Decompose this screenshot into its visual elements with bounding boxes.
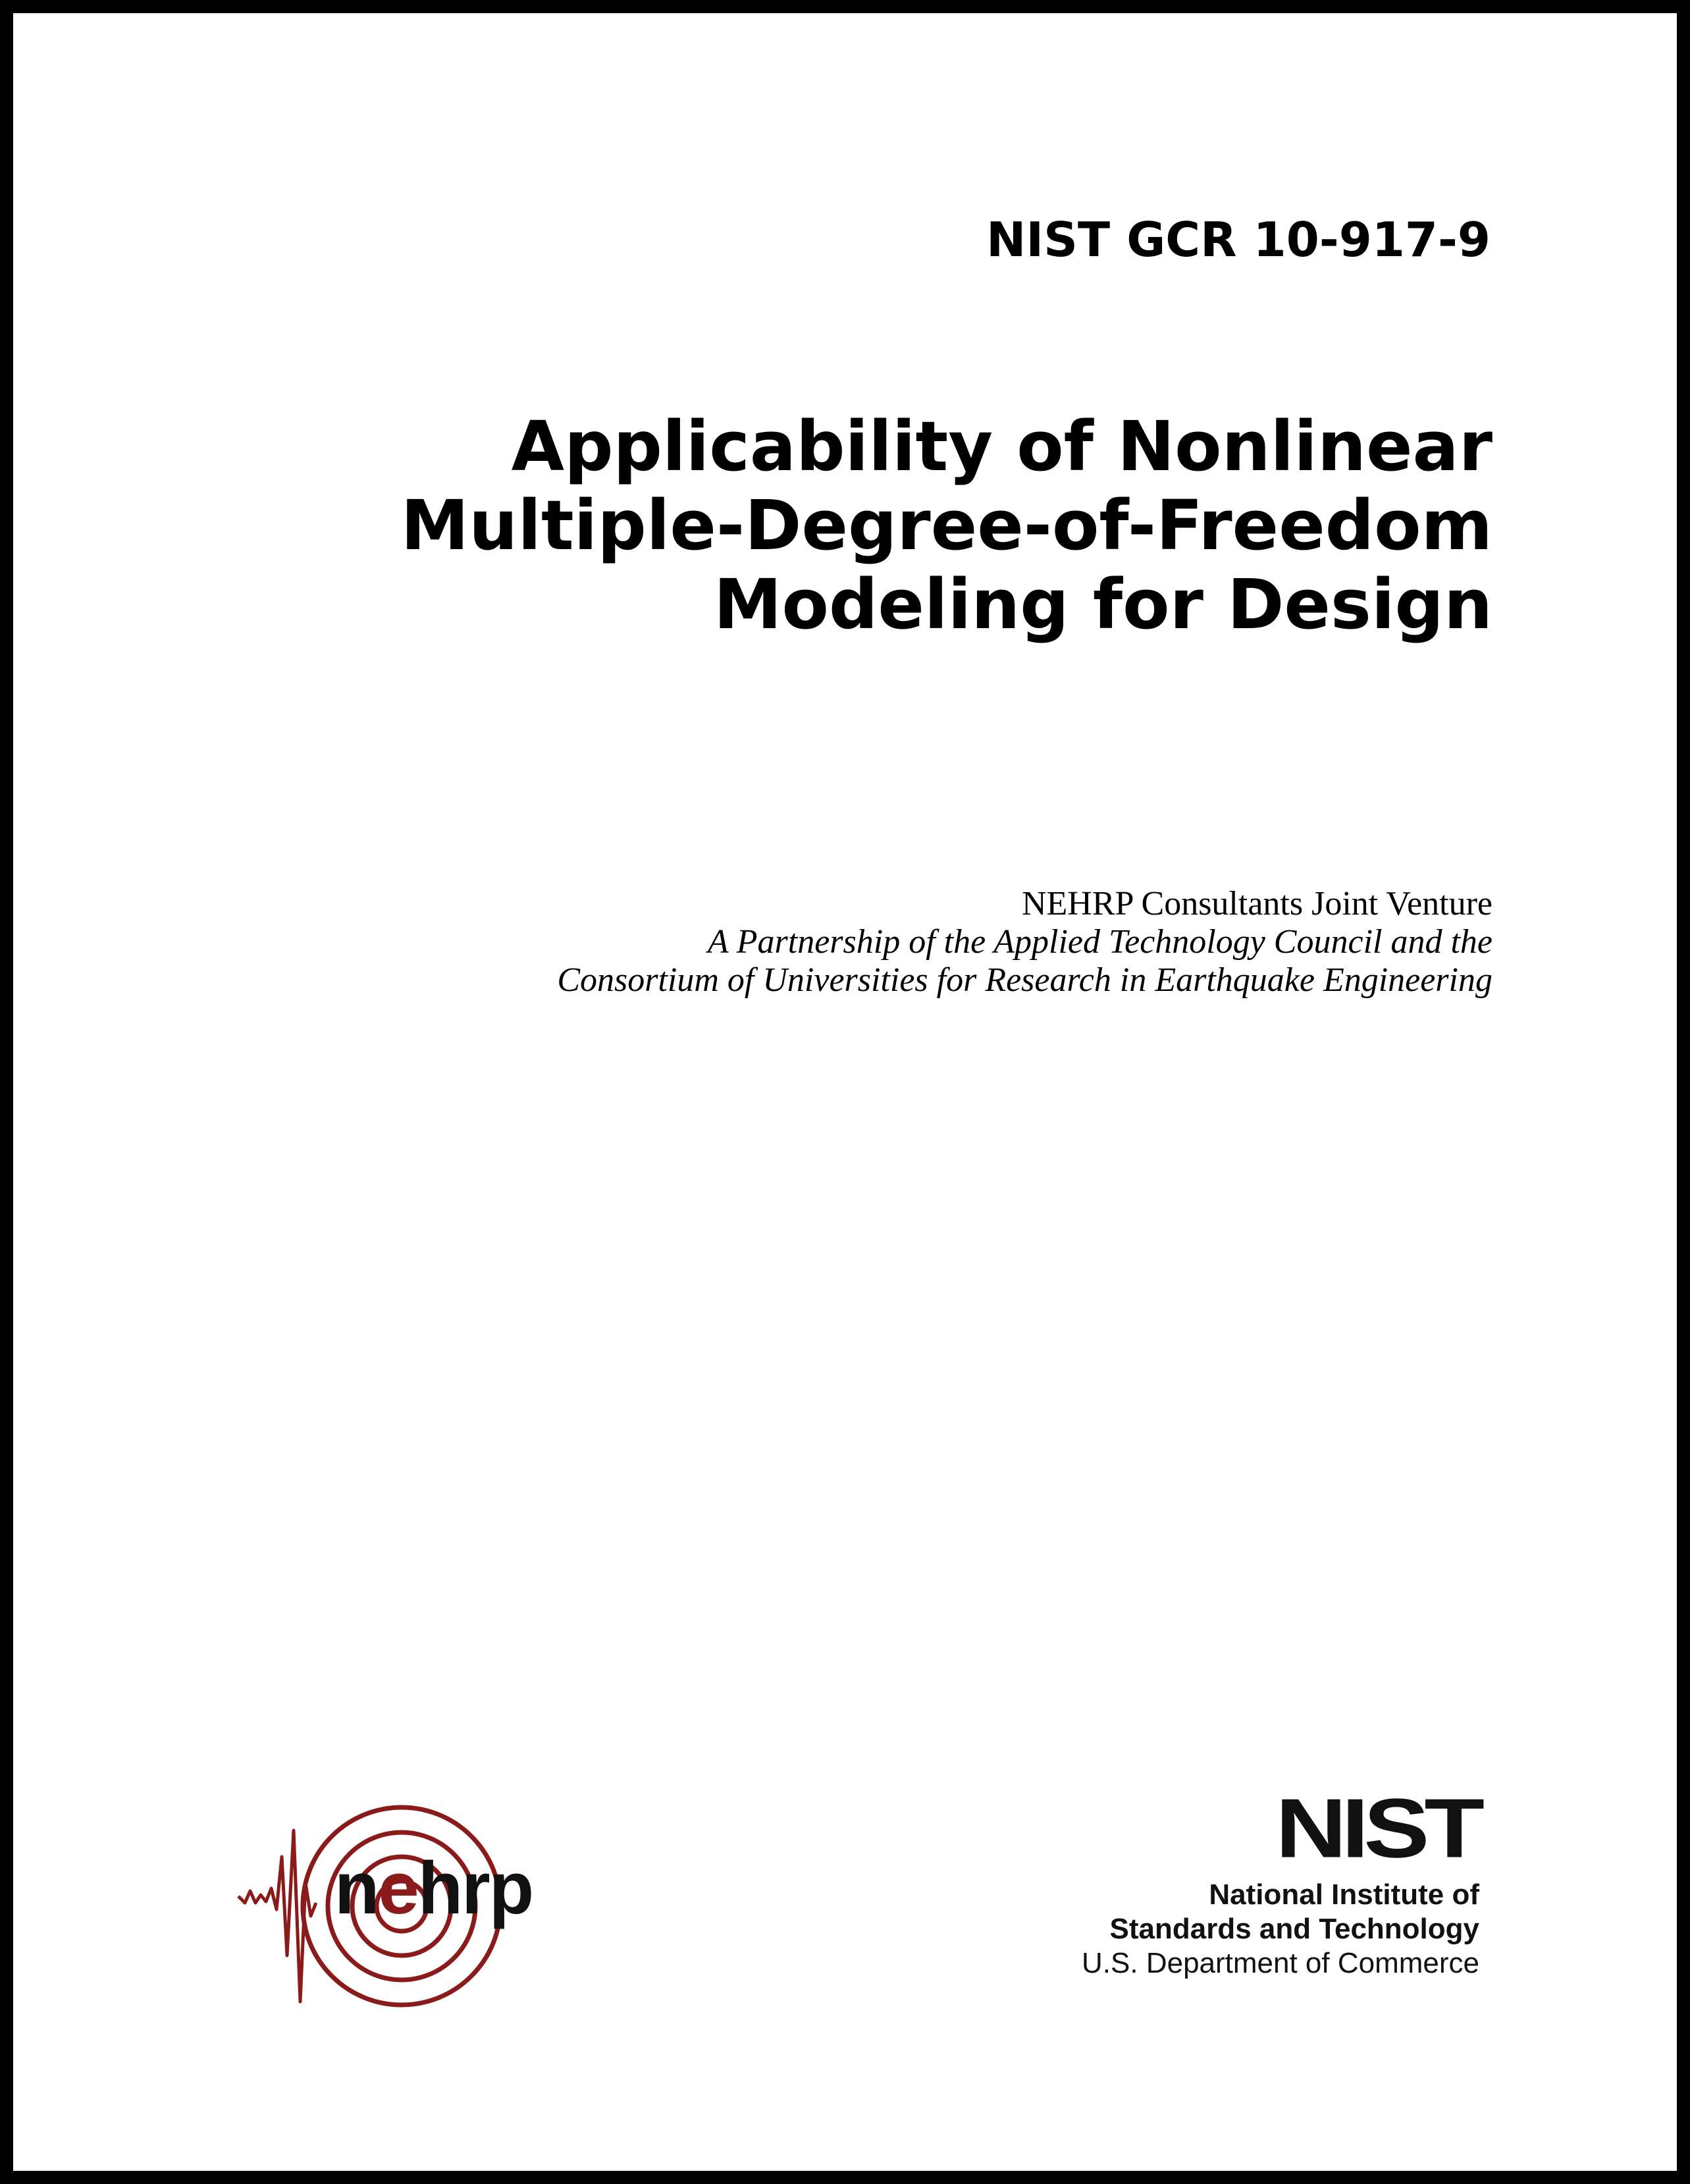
author-organization: NEHRP Consultants Joint Venture [1021,885,1492,922]
partnership-line-2: Consortium of Universities for Research in Earthquake Engineering [557,961,1492,999]
nehrp-letter-n: n [334,1847,379,1929]
nist-name-line-1: National Institute of [1209,1878,1479,1911]
title-line-1: Applicability of Nonlinear [511,406,1492,487]
partnership-line-1: A Partnership of the Applied Technology Council and the [707,923,1492,961]
nehrp-wordmark [334,1847,533,1929]
nehrp-letter-e: e [378,1847,418,1929]
title-line-2: Multiple-Degree-of-Freedom [400,485,1492,566]
nehrp-letters-hrp: hrp [417,1847,533,1929]
title-line-3: Modeling for Design [714,564,1492,645]
nist-name-line-2: Standards and Technology [1109,1913,1479,1945]
document-title [401,407,1492,644]
report-number: NIST GCR 10-917-9 [986,212,1491,267]
author-block [557,885,1492,999]
nist-department: U.S. Department of Commerce [1082,1947,1479,1979]
nist-wordmark: NIST [1275,1780,1479,1875]
nist-logo [1082,1771,1479,1981]
nehrp-logo [237,1804,540,2021]
